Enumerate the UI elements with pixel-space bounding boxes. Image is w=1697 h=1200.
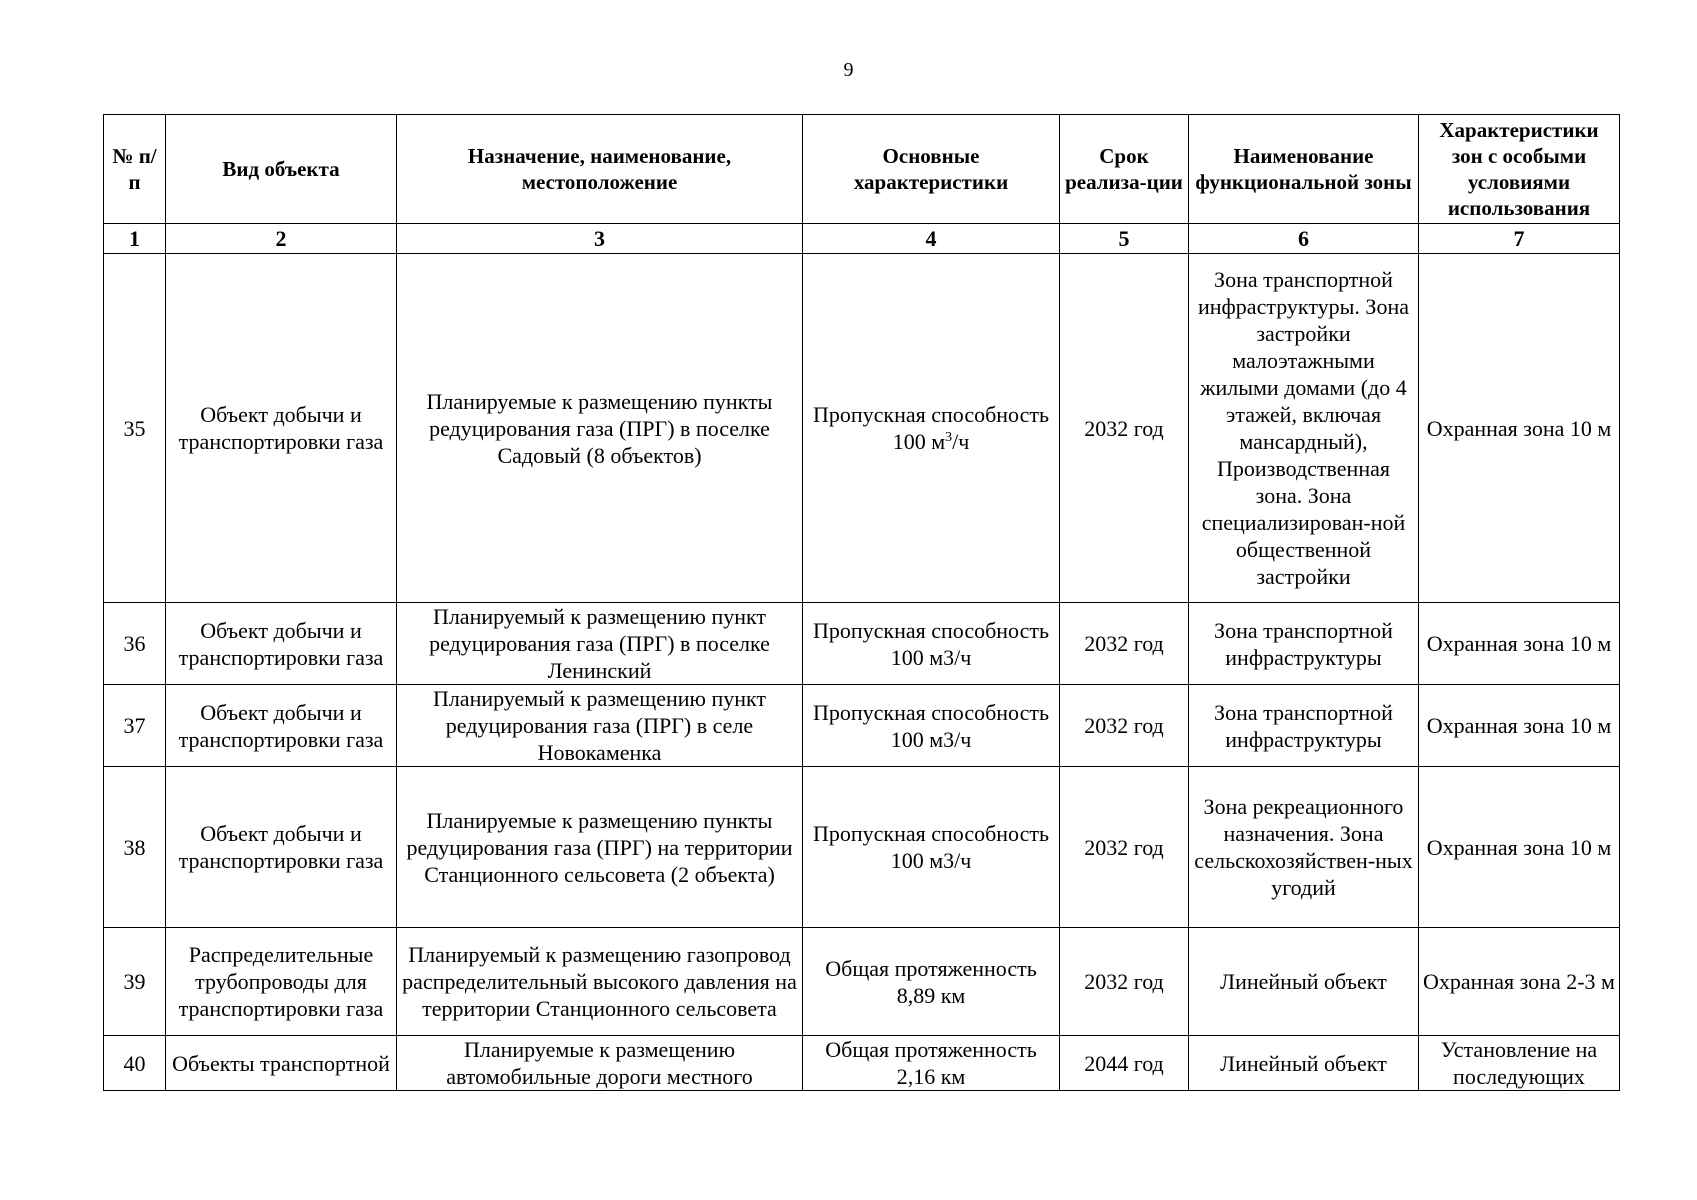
- object-type-cell: Распределительные трубопроводы для транспортировки газа: [166, 928, 397, 1036]
- term-cell: 2032 год: [1060, 603, 1189, 685]
- object-type-cell: Объект добычи и транспортировки газа: [166, 767, 397, 928]
- page-number: 9: [843, 59, 854, 81]
- object-type-cell: Объект добычи и транспортировки газа: [166, 254, 397, 603]
- row-number: 37: [104, 685, 166, 767]
- purpose-cell: Планируемые к размещению пункты редуцирования газа (ПРГ) в поселке Садовый (8 объектов): [397, 254, 803, 603]
- superscript-exponent: 3: [945, 430, 953, 445]
- object-type-cell: Объекты транспортной: [166, 1036, 397, 1091]
- column-number: 5: [1060, 224, 1189, 254]
- column-number: 6: [1189, 224, 1419, 254]
- term-cell: 2044 год: [1060, 1036, 1189, 1091]
- header-term: Срок реализа-ции: [1060, 115, 1189, 224]
- functional-zone-cell: Зона транспортной инфраструктуры. Зона застройки малоэтажными жилыми домами (до 4 этажей, включая мансардный), Производственная зона. Зона специализирован-ной общественной застройки: [1189, 254, 1419, 603]
- column-number: 1: [104, 224, 166, 254]
- characteristics-cell: [803, 254, 1060, 603]
- characteristics-cell: Пропускная способность 100 м3/ч: [803, 603, 1060, 685]
- functional-zone-cell: Зона транспортной инфраструктуры: [1189, 685, 1419, 767]
- object-type-cell: Объект добычи и транспортировки газа: [166, 685, 397, 767]
- row-number: 36: [104, 603, 166, 685]
- column-number: 7: [1419, 224, 1620, 254]
- term-cell: 2032 год: [1060, 928, 1189, 1036]
- restriction-zone-cell: Установление на последующих: [1419, 1036, 1620, 1091]
- table-row: [104, 685, 1620, 767]
- restriction-zone-cell: Охранная зона 2-3 м: [1419, 928, 1620, 1036]
- purpose-cell: Планируемые к размещению пункты редуцирования газа (ПРГ) на территории Станционного сельсовета (2 объекта): [397, 767, 803, 928]
- characteristics-unit: /ч: [952, 429, 970, 454]
- column-number: 4: [803, 224, 1060, 254]
- purpose-cell: Планируемый к размещению пункт редуцирования газа (ПРГ) в поселке Ленинский: [397, 603, 803, 685]
- row-number: 39: [104, 928, 166, 1036]
- characteristics-cell: Пропускная способность 100 м3/ч: [803, 767, 1060, 928]
- table-row: [104, 603, 1620, 685]
- restriction-zone-cell: Охранная зона 10 м: [1419, 685, 1620, 767]
- header-characteristics: Основные характеристики: [803, 115, 1060, 224]
- restriction-zone-cell: Охранная зона 10 м: [1419, 254, 1620, 603]
- header-purpose: Назначение, наименование, местоположение: [397, 115, 803, 224]
- column-number: 2: [166, 224, 397, 254]
- term-cell: 2032 год: [1060, 254, 1189, 603]
- table-row: [104, 928, 1620, 1036]
- characteristics-cell: Общая протяженность 8,89 км: [803, 928, 1060, 1036]
- purpose-cell: Планируемый к размещению пункт редуцирования газа (ПРГ) в селе Новокаменка: [397, 685, 803, 767]
- column-number: 3: [397, 224, 803, 254]
- header-number: № п/п: [104, 115, 166, 224]
- functional-zone-cell: Зона транспортной инфраструктуры: [1189, 603, 1419, 685]
- characteristics-cell: Пропускная способность 100 м3/ч: [803, 685, 1060, 767]
- term-cell: 2032 год: [1060, 767, 1189, 928]
- row-number: 35: [104, 254, 166, 603]
- table-header-row: [104, 115, 1620, 224]
- header-object-type: Вид объекта: [166, 115, 397, 224]
- restriction-zone-cell: Охранная зона 10 м: [1419, 767, 1620, 928]
- table-row: [104, 1036, 1620, 1091]
- purpose-cell: Планируемый к размещению газопровод распределительный высокого давления на территории Станционного сельсовета: [397, 928, 803, 1036]
- functional-zone-cell: Линейный объект: [1189, 1036, 1419, 1091]
- header-restriction-zones: Характеристики зон с особыми условиями использования: [1419, 115, 1620, 224]
- table-row: [104, 254, 1620, 603]
- term-cell: 2032 год: [1060, 685, 1189, 767]
- object-type-cell: Объект добычи и транспортировки газа: [166, 603, 397, 685]
- functional-zone-cell: Зона рекреационного назначения. Зона сельскохозяйствен-ных угодий: [1189, 767, 1419, 928]
- characteristics-text: Пропускная способность 100 м: [812, 402, 1050, 454]
- header-functional-zone: Наименование функциональной зоны: [1189, 115, 1419, 224]
- planned-objects-table: [103, 114, 1620, 1091]
- functional-zone-cell: Линейный объект: [1189, 928, 1419, 1036]
- table-row: [104, 767, 1620, 928]
- column-numbers-row: [104, 224, 1620, 254]
- purpose-cell: Планируемые к размещению автомобильные дороги местного: [397, 1036, 803, 1091]
- characteristics-cell: Общая протяженность 2,16 км: [803, 1036, 1060, 1091]
- restriction-zone-cell: Охранная зона 10 м: [1419, 603, 1620, 685]
- row-number: 40: [104, 1036, 166, 1091]
- row-number: 38: [104, 767, 166, 928]
